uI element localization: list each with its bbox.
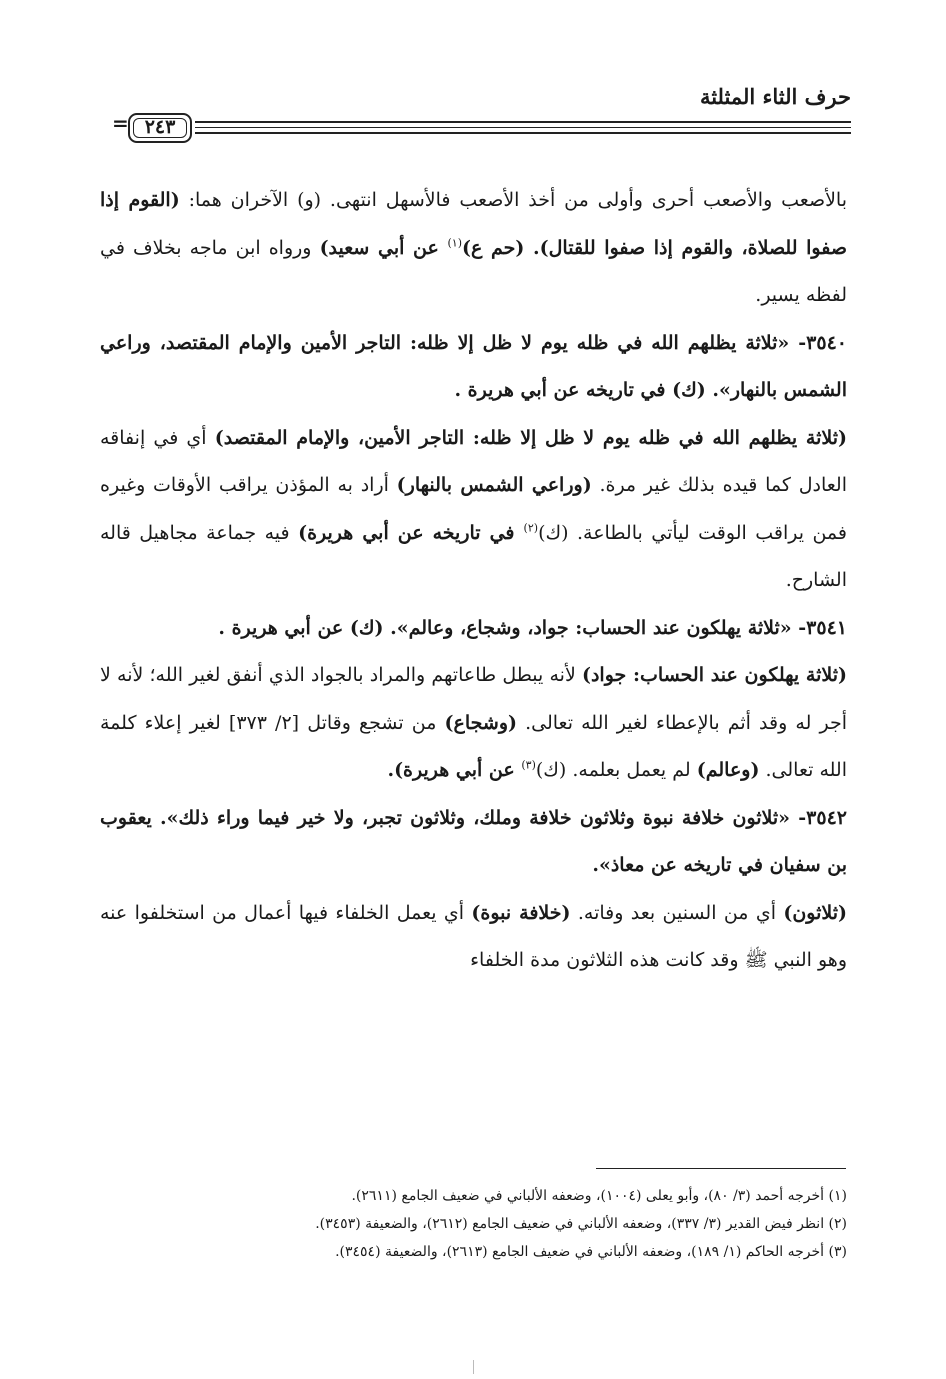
commentary-3542: [100, 890, 847, 985]
footnote-1: (١) أخرجه أحمد (٣/ ٨٠)، وأبو يعلى (١٠٠٤)، وضعفه الألباني في ضعيف الجامع (٢٦١١).: [351, 1188, 847, 1204]
text-span: أي من السنين بعد وفاته.: [570, 901, 784, 924]
quoted-text: (وشجاع): [444, 711, 517, 734]
footnotes: [100, 1182, 847, 1266]
text-span: لأنه يبطل طاعاتهم والمراد بالجواد الذي أنفق لغير الله؛ لأنه لا أجر له وقد أثم بالإعطاء لغير الله تعالى.: [100, 664, 847, 734]
text-span: أي يعمل الخلفاء فيها أعمال من استخلفوا عنه وهو النبي ﷺ وقد كانت هذه الثلاثون مدة الخلفاء: [100, 901, 847, 971]
text-span: أراد به المؤذن يراقب الأوقات وغيره فمن يراقب الوقت ليأتي بالطاعة. (ك): [100, 474, 847, 544]
header-rule: [195, 132, 851, 134]
hadith-3542: ٣٥٤٢- «ثلاثون خلافة نبوة وثلاثون خلافة وملك، وثلاثون تجبر، ولا خير فيما وراء ذلك». يعقوب بن سفيان في تاريخه عن معاذ».: [100, 806, 847, 876]
quoted-text: (ثلاثون): [783, 901, 848, 924]
footnote-marker[interactable]: (٣): [521, 758, 536, 772]
footnote-2: (٢) انظر فيض القدير (٣/ ٣٣٧)، وضعفه الألباني في ضعيف الجامع (٢٦١٢)، والضعيفة (٣٤٥٣).: [315, 1216, 847, 1232]
page-number: ٢٤٣: [144, 116, 176, 138]
quoted-text: (خلافة نبوة): [471, 901, 571, 924]
footnote-marker[interactable]: (٢): [523, 521, 539, 535]
header-rule: [195, 127, 851, 128]
paragraph-intro: [100, 177, 847, 320]
page-number-box: [128, 113, 192, 143]
hadith-3541: ٣٥٤١- «ثلاثة يهلكون عند الحساب: جواد، وشجاع، وعالم». (ك) عن أبي هريرة .: [218, 616, 847, 639]
header-rule: [195, 121, 851, 123]
footnote-marker[interactable]: (١): [447, 236, 463, 250]
footnote-3: (٣) أخرجه الحاكم (١/ ١٨٩)، وضعفه الألباني في ضعيف الجامع (٢٦١٣)، والضعيفة (٣٤٥٤).: [335, 1244, 847, 1260]
text-span: أي في إنفاقه العادل كما قيده بذلك غير مرة.: [100, 426, 847, 496]
narrator: عن أبي سعيد): [319, 236, 448, 259]
scan-mark: [473, 1360, 474, 1374]
narrator: عن أبي هريرة).: [387, 759, 522, 781]
footnote-separator: [596, 1168, 846, 1169]
narrator: في تاريخه عن أبي هريرة): [298, 521, 524, 544]
text-span: لم يعمل بعلمه. (ك): [535, 759, 697, 781]
quoted-text: (وعالم): [696, 759, 760, 781]
quoted-text: (ثلاثة يظلهم الله في ظله يوم لا ظل إلا ظله: التاجر الأمين، والإمام المقتصد): [214, 426, 847, 449]
text-span: فيه جماعة مجاهيل قاله الشارح.: [100, 521, 847, 591]
text-span: ورواه ابن ماجه بخلاف في لفظه يسير.: [100, 236, 847, 306]
quoted-text: (ثلاثة يهلكون عند الحساب: جواد): [581, 664, 847, 686]
source-ref: . (حم ع): [462, 236, 540, 259]
text-span: بالأصعب والأصعب أحرى وأولى من أخذ الأصعب فالأسهل انتهى. (و) الآخران هما:: [179, 189, 847, 211]
hadith-3540: ٣٥٤٠- «ثلاثة يظلهم الله في ظله يوم لا ظل إلا ظله: التاجر الأمين والإمام المقتصد، وراعي الشمس بالنهار». (ك) في تاريخه عن أبي هريرة .: [100, 331, 847, 401]
running-header: حرف الثاء المثلثة: [699, 84, 851, 109]
quoted-text: (وراعي الشمس بالنهار): [396, 474, 592, 496]
commentary-3541: [100, 652, 847, 795]
text-span: من تشجع وقاتل [٢/ ٣٧٣] لغير إعلاء كلمة الله تعالى.: [100, 711, 847, 781]
page-number-bracket: =: [112, 111, 129, 135]
commentary-3540: [100, 415, 847, 605]
quoted-text: (القوم إذا صفوا للصلاة، والقوم إذا صفوا للقتال): [100, 189, 847, 259]
body-text: [100, 177, 847, 985]
